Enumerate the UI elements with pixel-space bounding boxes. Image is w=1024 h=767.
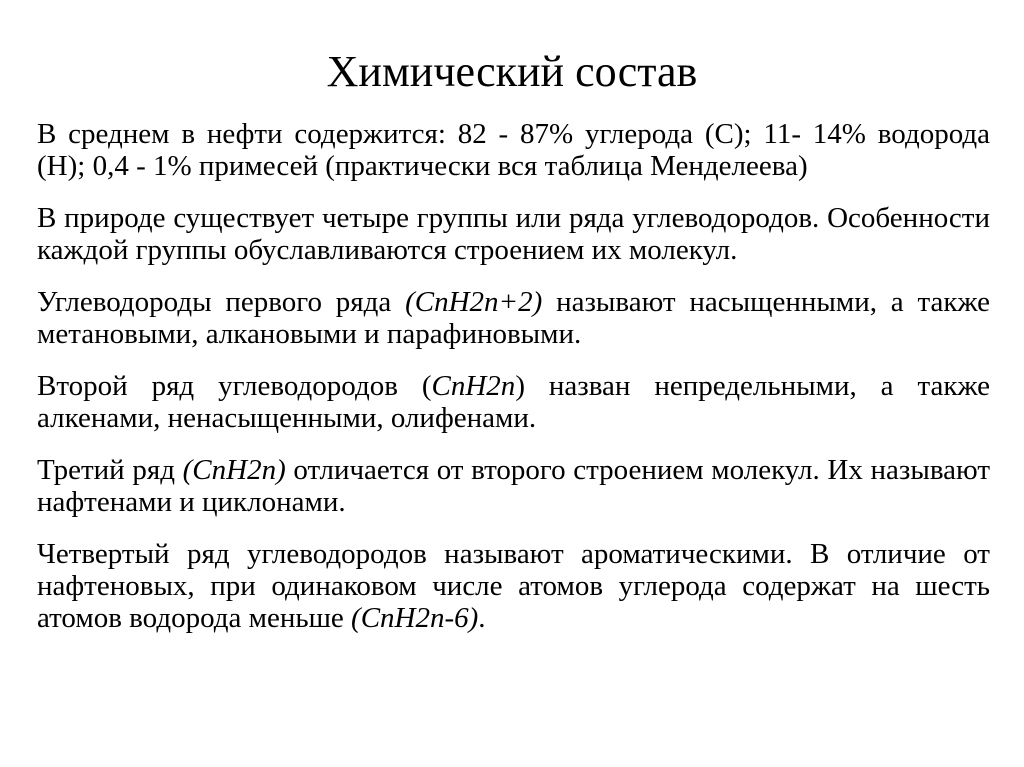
paragraph-groups <box>37 202 990 266</box>
text-segment: Углеводороды первого ряда <box>37 286 406 318</box>
paragraph-second-series <box>37 370 990 434</box>
text-segment: . <box>478 602 486 634</box>
formula-aromatics: (CnH2n-6) <box>351 602 479 634</box>
paragraph-first-series <box>37 286 990 350</box>
slide-title: Химический состав <box>326 47 698 96</box>
formula-alkanes: (CnH2n+2) <box>405 286 543 318</box>
text-segment: Третий ряд <box>37 454 183 486</box>
paragraph-fourth-series <box>37 538 990 634</box>
text-segment: Второй ряд углеводородов ( <box>37 370 432 402</box>
text-segment: В природе существует четыре группы или ряда углеводородов. Особенности каждой группы обуславливаются строением их молекул. <box>37 202 990 266</box>
slide-body <box>37 118 990 654</box>
text-segment: называют насыщенными, а также метановыми, алкановыми и парафиновыми. <box>37 286 991 350</box>
text-segment: отличается от второго строением молекул. Их называют нафтенами и циклонами. <box>37 454 990 518</box>
paragraph-third-series <box>37 454 990 518</box>
formula-alkenes: CnH2n <box>431 370 516 402</box>
text-segment: В среднем в нефти содержится: 82 - 87% углерода (С); 11- 14% водорода (Н); 0,4 - 1% примесей (практически вся таблица Менделеева) <box>37 118 990 182</box>
paragraph-composition <box>37 118 990 182</box>
formula-naphthenes: (CnH2n) <box>182 454 286 486</box>
text-segment: ) назван непредельными, а также алкенами, ненасыщенными, олифенами. <box>37 370 990 434</box>
text-segment: Четвертый ряд углеводородов называют ароматическими. В отличие от нафтеновых, при одинаковом числе атомов углерода содержат на шесть атомов водорода меньше <box>37 538 990 634</box>
